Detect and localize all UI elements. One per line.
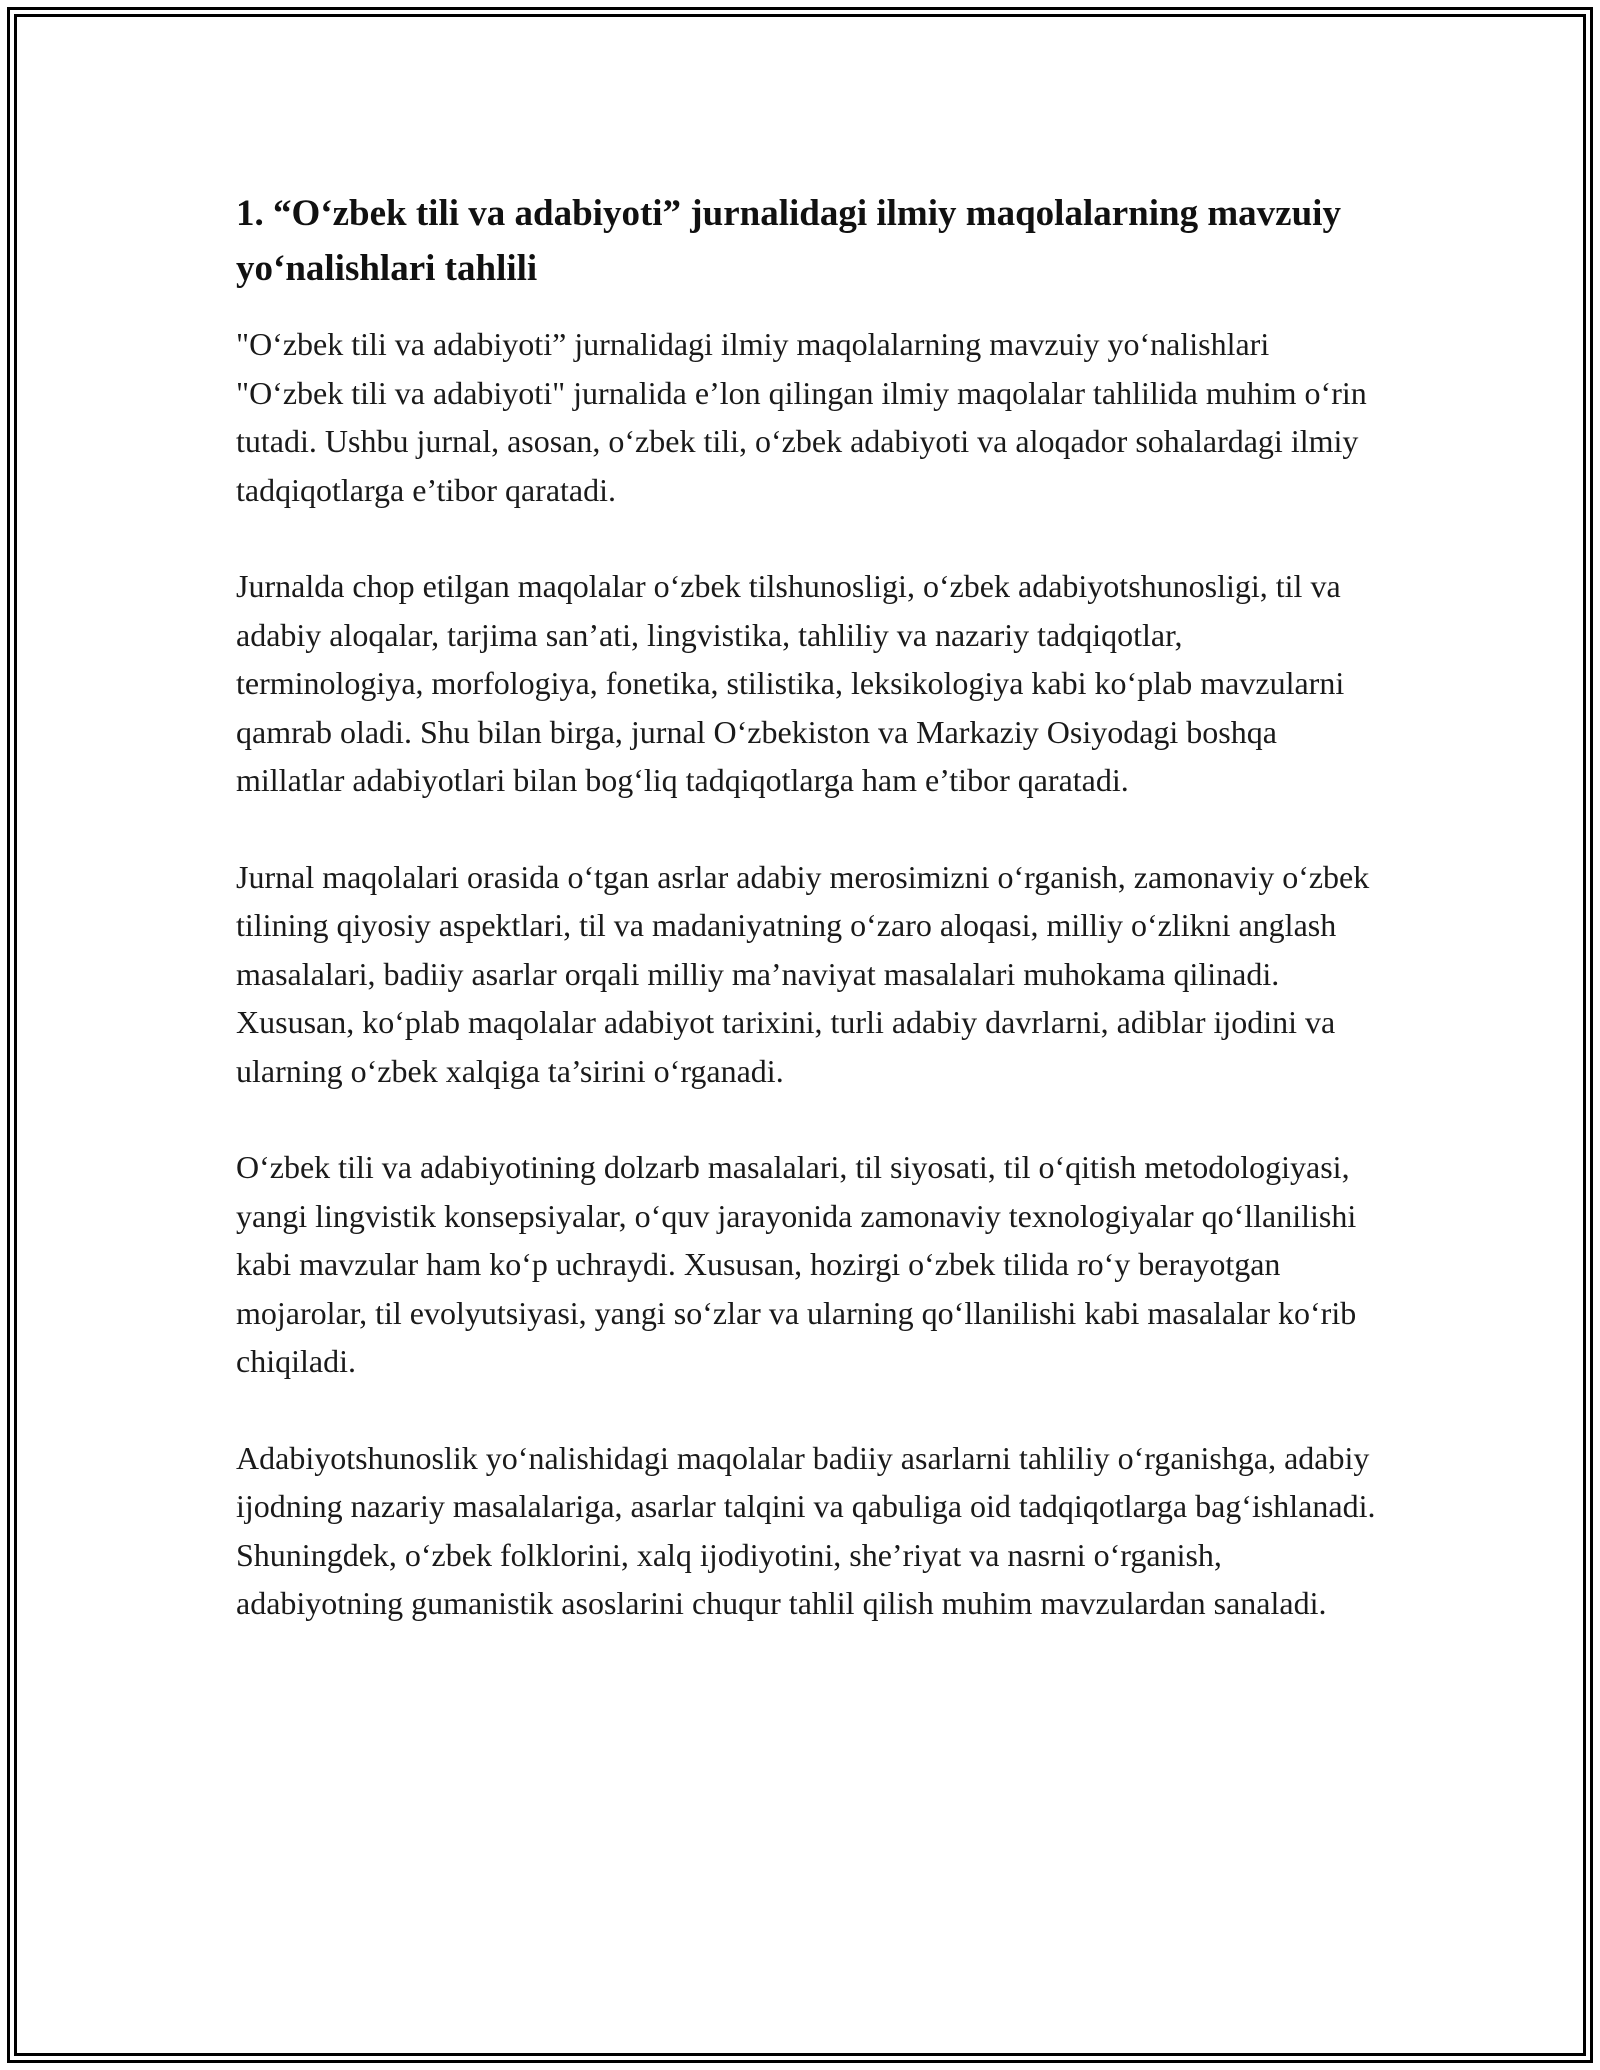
paragraph-5: Adabiyotshunoslik yo‘nalishidagi maqolalar badiiy asarlarni tahliliy o‘rganishga, adabiy ijodning nazariy masalalariga, asarlar talqini va qabuliga oid tadqiqotlarga bag‘ishlanadi. Shuningdek, o‘zbek folklorini, xalq ijodiyotini, she’riyat va nasrni o‘rganish, adabiyotning gumanistik asoslarini chuqur tahlil qilish muhim mavzulardan sanaladi.	[236, 1439, 1376, 1621]
paragraph-4: O‘zbek tili va adabiyotining dolzarb masalalari, til siyosati, til o‘qitish metodologiyasi, yangi lingvistik konsepsiyalar, o‘quv jarayonida zamonaviy texnologiyalar qo‘llanilishi kabi mavzular ham ko‘p uchraydi. Xususan, hozirgi o‘zbek tilida ro‘y berayotgan mojarolar, til evolyutsiyasi, yangi so‘zlar va ularning qo‘llanilishi kabi masalalar ko‘rib chiqiladi.	[236, 1149, 1357, 1379]
paragraph-2: Jurnalda chop etilgan maqolalar o‘zbek tilshunosligi, o‘zbek adabiyotshunosligi, til va adabiy aloqalar, tarjima san’ati, lingvistika, tahliliy va nazariy tadqiqotlar, terminologiya, morfologiya, fonetika, stilistika, leksikologiya kabi ko‘plab mavzularni qamrab oladi. Shu bilan birga, jurnal O‘zbekiston va Markaziy Osiyodagi boshqa millatlar adabiyotlari bilan bog‘liq tadqiqotlarga ham e’tibor qaratadi.	[236, 568, 1345, 798]
paragraph-3: Jurnal maqolalari orasida o‘tgan asrlar adabiy merosimizni o‘rganish, zamonaviy o‘zbek tilining qiyosiy aspektlari, til va madaniyatning o‘zaro aloqasi, milliy o‘zlikni anglash masalalari, badiiy asarlar orqali milliy ma’naviyat masalalari muhokama qilinadi. Xususan, ko‘plab maqolalar adabiyot tarixini, turli adabiy davrlarni, adiblar ijodini va ularning o‘zbek xalqiga ta’sirini o‘rganadi.	[236, 858, 1370, 1089]
section-heading: 1. “O‘zbek tili va adabiyoti” jurnalidagi ilmiy maqolalarning mavzuiy yo‘nalishlari tahlili	[236, 193, 1341, 289]
document-body	[236, 186, 1376, 1676]
paragraph-1: "O‘zbek tili va adabiyoti” jurnalidagi ilmiy maqolalarning mavzuiy yo‘nalishlari "O‘zbek tili va adabiyoti" jurnalida e’lon qilingan ilmiy maqolalar tahlilida muhim o‘rin tutadi. Ushbu jurnal, asosan, o‘zbek tili, o‘zbek adabiyoti va aloqador sohalardagi ilmiy tadqiqotlarga e’tibor qaratadi.	[236, 326, 1367, 508]
